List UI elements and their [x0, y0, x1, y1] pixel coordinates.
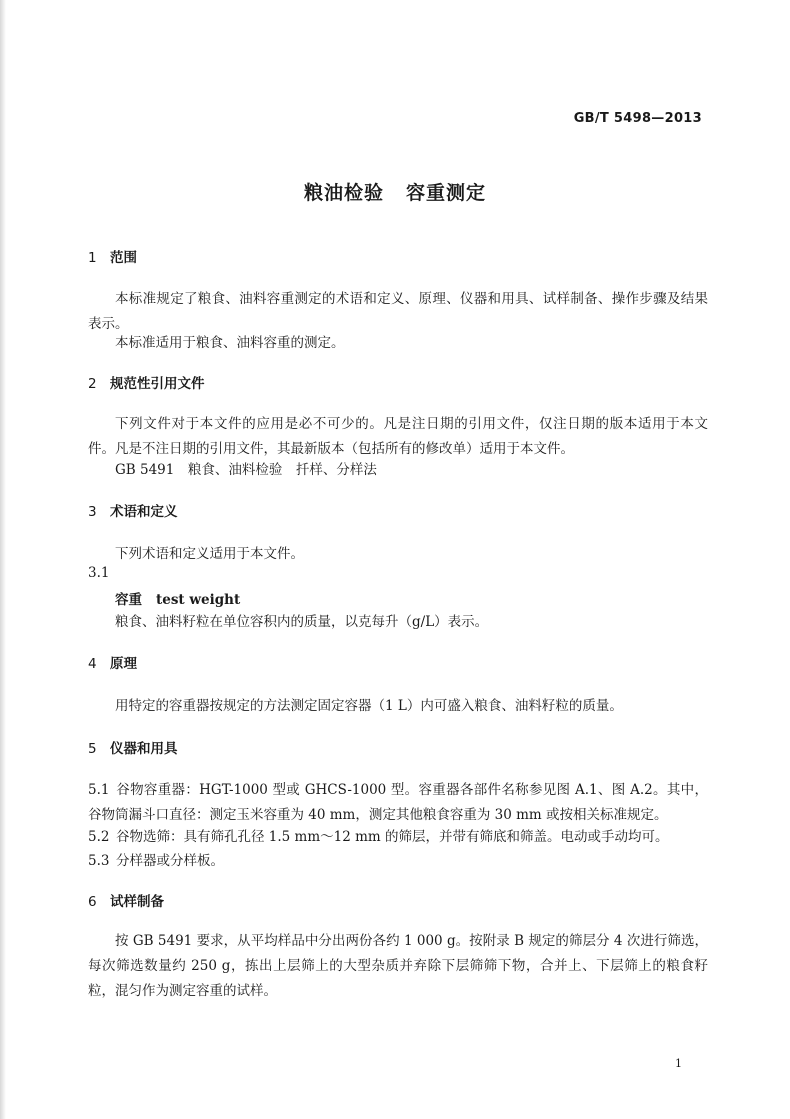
section-4-paragraph-1: 用特定的容重器按规定的方法测定固定容器（1 L）内可盛入粮食、油料籽粒的质量。 [115, 698, 623, 714]
item-5-1 [88, 778, 708, 828]
section-title: 仪器和用具 [110, 741, 178, 757]
section-number: 5 [88, 741, 97, 757]
section-title: 术语和定义 [110, 504, 178, 520]
section-6-heading [88, 890, 164, 910]
title-part-2: 容重测定 [406, 182, 487, 204]
term-number: 3.1 [88, 565, 110, 581]
scan-edge [0, 0, 6, 1119]
term-entry [115, 588, 240, 608]
document-title [0, 178, 790, 205]
item-text: 谷物选筛：具有筛孔孔径 1.5 mm～12 mm 的筛层，并带有筛底和筛盖。电动或手动均可。 [116, 829, 669, 845]
section-number: 1 [88, 250, 97, 266]
section-1-heading [88, 246, 137, 266]
section-title: 试样制备 [110, 894, 164, 910]
section-3-heading [88, 500, 178, 520]
section-5-heading [88, 737, 178, 757]
section-number: 4 [88, 656, 97, 672]
section-1-paragraph-1: 本标准规定了粮食、油料容重测定的术语和定义、原理、仪器和用具、试样制备、操作步骤及结果表示。 [88, 291, 708, 332]
item-number: 5.2 [88, 829, 110, 845]
item-text: 谷物容重器：HGT-1000 型或 GHCS-1000 型。容重器各部件名称参见图 A.1、图 A.2。其中，谷物筒漏斗口直径：测定玉米容重为 40 mm，测定其他粮食容重为 30 mm 或按相关标准规定。 [88, 782, 708, 823]
section-number: 2 [88, 376, 97, 392]
item-number: 5.1 [88, 782, 110, 798]
item-number: 5.3 [88, 853, 110, 869]
item-5-2 [88, 825, 669, 845]
page-number: 1 [675, 1057, 682, 1070]
section-6-paragraph-1: 按 GB 5491 要求，从平均样品中分出两份各约 1 000 g。按附录 B 规定的筛层分 4 次进行筛选，每次筛选数量约 250 g，拣出上层筛上的大型杂质并弃除下层筛筛下物，合并上、下层筛上的粮食籽粒，混匀作为测定容重的试样。 [88, 933, 708, 999]
term-chinese: 容重 [115, 592, 142, 608]
standard-code: GB/T 5498—2013 [573, 111, 702, 126]
item-5-3 [88, 849, 224, 869]
item-text: 分样器或分样板。 [116, 853, 224, 869]
section-1-paragraph-2: 本标准适用于粮食、油料容重的测定。 [115, 335, 345, 351]
term-definition: 粮食、油料籽粒在单位容积内的质量，以克每升（g/L）表示。 [115, 614, 489, 630]
section-title: 范围 [110, 250, 137, 266]
term-english: test weight [156, 592, 241, 608]
section-number: 3 [88, 504, 97, 520]
section-title: 规范性引用文件 [110, 376, 205, 392]
section-number: 6 [88, 894, 97, 910]
section-2-heading [88, 372, 205, 392]
section-2-paragraph-1: 下列文件对于本文件的应用是必不可少的。凡是注日期的引用文件，仅注日期的版本适用于本文件。凡是不注日期的引用文件，其最新版本（包括所有的修改单）适用于本文件。 [88, 416, 708, 457]
title-part-1: 粮油检验 [303, 182, 384, 204]
section-4-heading [88, 652, 137, 672]
section-title: 原理 [110, 656, 137, 672]
normative-reference-gb5491: GB 5491 粮食、油料检验 扦样、分样法 [115, 462, 377, 478]
section-3-paragraph-1: 下列术语和定义适用于本文件。 [115, 546, 304, 562]
